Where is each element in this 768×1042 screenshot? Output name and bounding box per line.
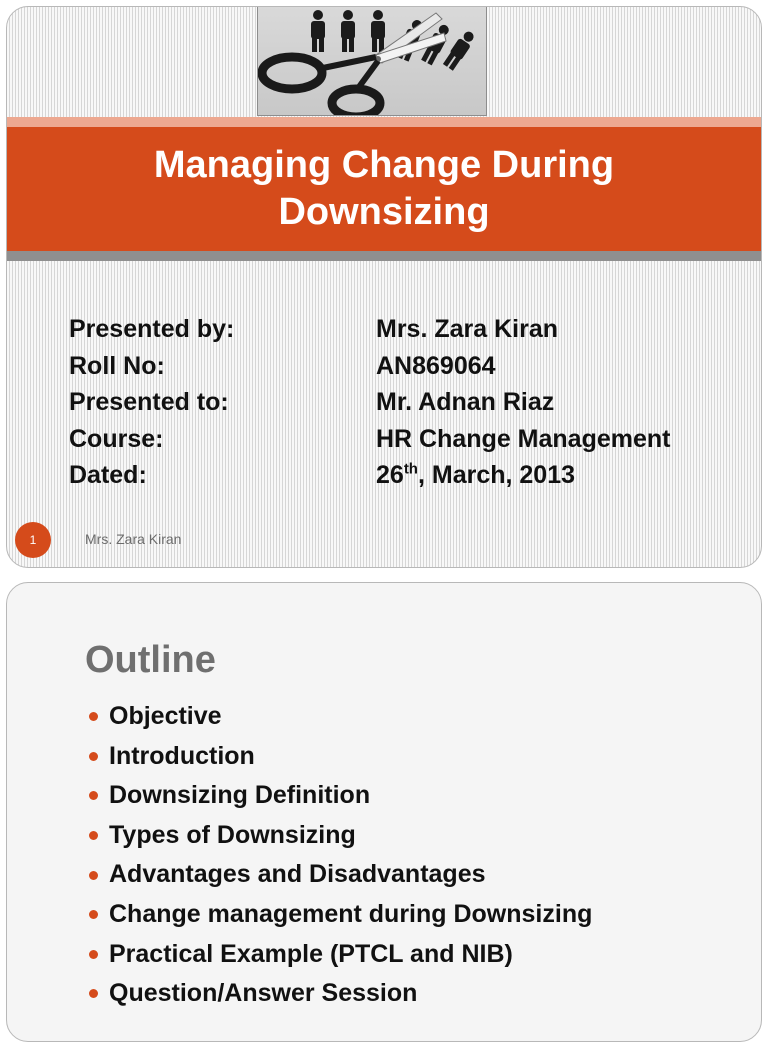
bullet-icon [89, 831, 98, 840]
list-item [89, 737, 592, 777]
info-label: Course: [69, 424, 164, 453]
list-item-text: Question/Answer Session [109, 979, 418, 1008]
info-row-presented-to [69, 384, 670, 421]
info-value: HR Change Management [376, 424, 671, 453]
list-item-text: Change management during Downsizing [109, 899, 593, 928]
info-row-dated [69, 457, 670, 494]
presenter-info [69, 311, 670, 494]
title-band [7, 127, 761, 251]
list-item [89, 974, 592, 1014]
list-item [89, 816, 592, 856]
date-day: 26 [376, 461, 404, 489]
list-item [89, 776, 592, 816]
bullet-icon [89, 871, 98, 880]
bullet-icon [89, 910, 98, 919]
title-band-bottom-stripe [7, 251, 761, 261]
date-ordinal-suffix: th [403, 460, 418, 478]
date-value [376, 457, 575, 494]
list-item [89, 935, 592, 975]
list-item [89, 697, 592, 737]
info-label: Dated: [69, 461, 147, 489]
scissors-cutting-people-icon [257, 6, 487, 116]
bullet-icon [89, 950, 98, 959]
list-item-text: Downsizing Definition [109, 781, 371, 810]
outline-list [89, 697, 592, 1014]
info-row-roll-no [69, 348, 670, 385]
bullet-icon [89, 791, 98, 800]
outline-slide [6, 582, 762, 1042]
list-item-text: Introduction [109, 741, 255, 770]
bullet-icon [89, 989, 98, 998]
slide-number-badge: 1 [15, 522, 51, 558]
title-slide [6, 6, 762, 568]
info-label: Roll No: [69, 351, 165, 380]
outline-title: Outline [85, 639, 216, 681]
list-item [89, 855, 592, 895]
list-item-text: Practical Example (PTCL and NIB) [109, 939, 513, 968]
info-row-presented-by [69, 311, 670, 348]
info-label: Presented to: [69, 388, 229, 416]
info-label: Presented by: [69, 315, 235, 343]
date-rest: , March, 2013 [417, 461, 576, 489]
info-value: Mrs. Zara Kiran [376, 315, 559, 343]
info-value: Mr. Adnan Riaz [376, 388, 555, 416]
slide-title: Managing Change During Downsizing [153, 144, 615, 233]
info-row-course [69, 421, 670, 458]
list-item-text: Objective [109, 702, 222, 730]
bullet-icon [89, 712, 98, 721]
footer-author: Mrs. Zara Kiran [85, 531, 182, 547]
list-item-text: Advantages and Disadvantages [109, 860, 486, 889]
list-item-text: Types of Downsizing [109, 820, 356, 849]
list-item [89, 895, 592, 935]
title-band-top-stripe [7, 117, 761, 127]
bullet-icon [89, 752, 98, 761]
info-value: AN869064 [376, 351, 496, 380]
